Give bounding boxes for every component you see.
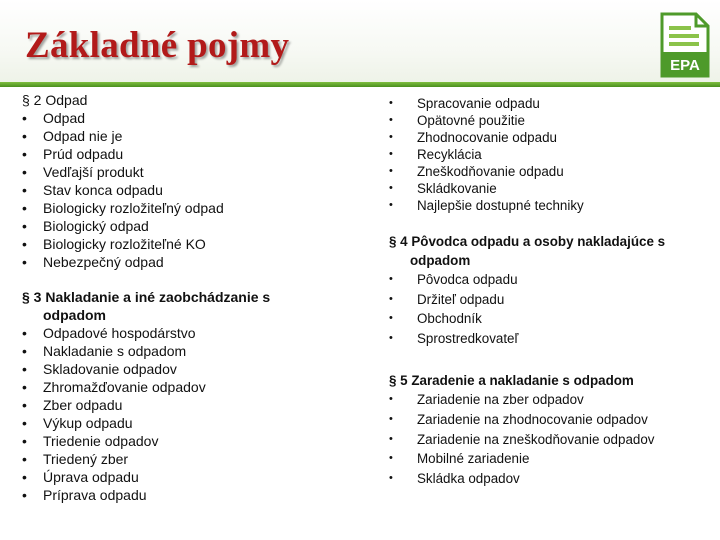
section-heading: § 4 Pôvodca odpadu a osoby nakladajúce s	[389, 234, 666, 249]
bullet-icon: •	[22, 200, 27, 216]
bullet-icon: •	[389, 292, 393, 305]
right-column	[389, 95, 714, 488]
list-item	[389, 449, 714, 469]
list-item	[389, 290, 714, 310]
bullet-icon: •	[22, 182, 27, 198]
list-item-label: Skládka odpadov	[417, 470, 520, 486]
bullet-icon: •	[389, 199, 393, 211]
list-item-label: Odpadové hospodárstvo	[43, 325, 196, 341]
list-item	[389, 410, 714, 430]
list-item-label: Zariadenie na zhodnocovanie odpadov	[417, 411, 648, 427]
bullet-icon: •	[389, 131, 393, 143]
list-item-label: Triedený zber	[43, 451, 129, 467]
list-item-label: Držiteľ odpadu	[417, 291, 505, 307]
section-heading: § 3 Nakladanie a iné zaobchádzanie s	[22, 289, 271, 305]
list-item-label: Odpad	[43, 110, 86, 126]
bullet-icon: •	[22, 343, 27, 359]
bullet-icon: •	[22, 146, 27, 162]
bullet-icon: •	[22, 128, 27, 144]
section-2	[22, 91, 352, 271]
list-item	[22, 199, 352, 217]
list-item-label: Triedenie odpadov	[43, 433, 159, 449]
list-item	[22, 145, 352, 163]
processing-list	[389, 95, 714, 214]
list-item	[389, 270, 714, 290]
list-item	[389, 197, 714, 214]
list-item-label: Nebezpečný odpad	[43, 254, 164, 270]
list-item-label: Nakladanie s odpadom	[43, 343, 187, 359]
list-item	[389, 329, 714, 349]
list-item	[389, 309, 714, 329]
list-item-label: Biologicky rozložiteľné KO	[43, 236, 206, 252]
list-item	[22, 181, 352, 199]
list-item	[389, 430, 714, 450]
list-item-label: Odpad nie je	[43, 128, 123, 144]
bullet-icon: •	[389, 312, 393, 325]
list-item	[22, 235, 352, 253]
bullet-icon: •	[389, 165, 393, 177]
list-item	[22, 432, 352, 450]
list-item-label: Opätovné použitie	[417, 113, 525, 128]
bullet-icon: •	[22, 361, 27, 377]
section-4-list	[389, 270, 714, 348]
processing-terms	[389, 95, 714, 214]
bullet-icon: •	[22, 451, 27, 467]
left-column	[22, 91, 352, 504]
bullet-icon: •	[22, 397, 27, 413]
bullet-icon: •	[22, 164, 27, 180]
list-item-label: Sprostredkovateľ	[417, 330, 519, 346]
list-item	[22, 127, 352, 145]
list-item-label: Pôvodca odpadu	[417, 272, 518, 287]
bullet-icon: •	[22, 469, 27, 485]
list-item	[389, 180, 714, 197]
section-3	[22, 288, 352, 504]
bullet-icon: •	[389, 412, 393, 425]
list-item-label: Mobilné zariadenie	[417, 451, 530, 467]
list-item-label: Biologicky rozložiteľný odpad	[43, 200, 224, 216]
list-item	[22, 342, 352, 360]
bullet-icon: •	[389, 273, 393, 285]
bullet-icon: •	[22, 218, 27, 234]
list-item-label: Najlepšie dostupné techniky	[417, 198, 584, 213]
slide-title: Základné pojmy	[25, 25, 290, 66]
epa-logo	[660, 12, 710, 78]
list-item-label: Zhromažďovanie odpadov	[43, 379, 206, 395]
list-item	[389, 129, 714, 146]
section-4	[389, 232, 714, 348]
section-heading-cont: odpadom	[43, 307, 106, 323]
list-item	[22, 486, 352, 504]
list-item-label: Skladovanie odpadov	[43, 361, 177, 377]
list-item-label: Prúd odpadu	[43, 146, 124, 162]
list-item-label: Recyklácia	[417, 147, 482, 162]
list-item	[389, 390, 714, 410]
bullet-icon: •	[389, 393, 393, 406]
bullet-icon: •	[389, 97, 393, 109]
list-item-label: Zhodnocovanie odpadu	[417, 130, 557, 145]
list-item	[389, 163, 714, 180]
list-item	[22, 253, 352, 271]
list-item-label: Zber odpadu	[43, 397, 123, 413]
section-5-list	[389, 390, 714, 488]
list-item-label: Biologický odpad	[43, 218, 149, 234]
list-item	[22, 378, 352, 396]
section-heading: § 5 Zaradenie a nakladanie s odpadom	[389, 373, 634, 389]
section-3-list	[22, 324, 352, 504]
bullet-icon: •	[389, 148, 393, 160]
list-item	[22, 109, 352, 127]
bullet-icon: •	[22, 325, 27, 341]
bullet-icon: •	[22, 236, 27, 252]
logo-text: EPA	[670, 57, 700, 74]
section-heading-cont: odpadom	[410, 253, 471, 268]
list-item	[389, 146, 714, 163]
list-item	[22, 217, 352, 235]
list-item-label: Vedľajší produkt	[43, 164, 144, 180]
list-item	[22, 450, 352, 468]
bullet-icon: •	[389, 452, 393, 465]
list-item-label: Skládkovanie	[417, 181, 497, 196]
bullet-icon: •	[389, 432, 393, 445]
list-item-label: Príprava odpadu	[43, 487, 147, 503]
bullet-icon: •	[22, 254, 27, 270]
bullet-icon: •	[22, 433, 27, 449]
bullet-icon: •	[22, 487, 27, 503]
list-item	[22, 414, 352, 432]
list-item	[22, 468, 352, 486]
list-item-label: Úprava odpadu	[43, 469, 139, 485]
bullet-icon: •	[389, 182, 393, 194]
list-item	[22, 360, 352, 378]
section-2-list	[22, 109, 352, 271]
list-item	[22, 324, 352, 342]
list-item-label: Stav konca odpadu	[43, 182, 163, 198]
section-5	[389, 371, 714, 488]
header-divider	[0, 82, 720, 87]
list-item-label: Zariadenie na zber odpadov	[417, 392, 584, 408]
bullet-icon: •	[22, 379, 27, 395]
bullet-icon: •	[389, 114, 393, 126]
list-item-label: Zariadenie na zneškodňovanie odpadov	[417, 431, 655, 447]
list-item	[389, 95, 714, 112]
bullet-icon: •	[389, 471, 393, 484]
bullet-icon: •	[389, 331, 393, 344]
list-item	[22, 163, 352, 181]
bullet-icon: •	[22, 415, 27, 431]
list-item-label: Zneškodňovanie odpadu	[417, 164, 564, 179]
list-item-label: Obchodník	[417, 311, 482, 327]
list-item-label: Výkup odpadu	[43, 415, 133, 431]
list-item	[389, 112, 714, 129]
list-item-label: Spracovanie odpadu	[417, 96, 540, 111]
list-item	[389, 469, 714, 489]
bullet-icon: •	[22, 110, 27, 126]
section-heading: § 2 Odpad	[22, 92, 88, 108]
list-item	[22, 396, 352, 414]
